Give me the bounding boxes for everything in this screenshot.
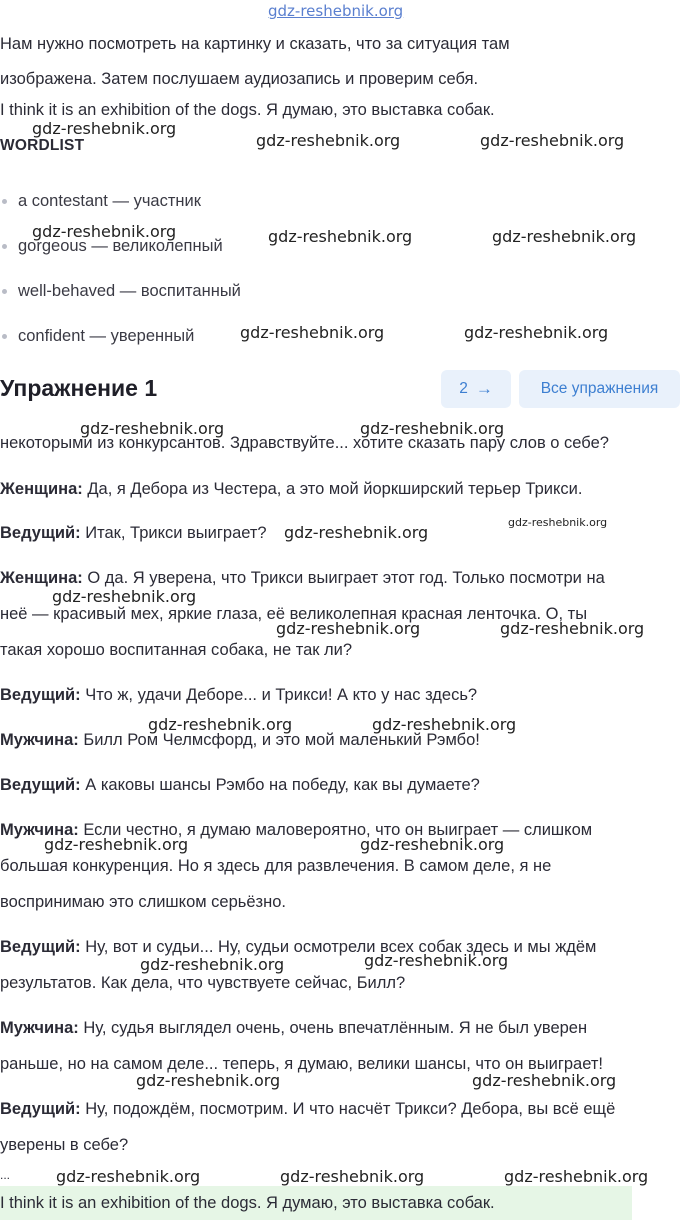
intro-line-3: I think it is an exhibition of the dogs. Я думаю, это выставка собак.	[0, 101, 495, 119]
bullet-icon	[2, 199, 7, 204]
watermark: gdz-reshebnik.org	[280, 1167, 425, 1186]
watermark: gdz-reshebnik.org	[148, 715, 293, 734]
speaker-label: Женщина:	[0, 480, 83, 498]
dialogue-line	[0, 776, 480, 794]
dialogue-line	[0, 569, 605, 587]
answer-highlight	[0, 1186, 632, 1220]
dialogue-text: А каковы шансы Рэмбо на победу, как вы думаете?	[80, 776, 480, 794]
speaker-label: Ведущий:	[0, 1100, 81, 1118]
all-exercises-label: Все упражнения	[540, 380, 659, 397]
watermark: gdz-reshebnik.org	[276, 619, 421, 638]
bullet-icon	[2, 334, 7, 339]
next-exercise-label: 2	[459, 380, 468, 397]
wordlist-item	[18, 282, 241, 301]
dialogue-line: уверены в себе?	[0, 1136, 129, 1154]
watermark: gdz-reshebnik.org	[80, 419, 225, 438]
dialogue-line: раньше, но на самом деле... теперь, я думаю, велики шансы, что он выиграет!	[0, 1055, 603, 1073]
dialogue-line: неё — красивый мех, яркие глаза, её великолепная красная ленточка. О, ты	[0, 605, 588, 623]
wordlist-item-text: well-behaved — воспитанный	[18, 282, 241, 300]
speaker-label: Ведущий:	[0, 686, 81, 704]
dialogue-text: Да, я Дебора из Честера, а это мой йоркширский терьер Трикси.	[82, 480, 583, 498]
wordlist-title: WORDLIST	[0, 137, 85, 154]
watermark: gdz-reshebnik.org	[492, 227, 637, 246]
watermark: gdz-reshebnik.org	[256, 131, 401, 150]
dialogue-text: Ну, судья выглядел очень, очень впечатлённым. Я не был уверен	[78, 1019, 588, 1037]
watermark: gdz-reshebnik.org	[508, 516, 608, 529]
speaker-label: Мужчина:	[0, 821, 79, 839]
speaker-label: Ведущий:	[0, 524, 81, 542]
watermark: gdz-reshebnik.org	[32, 222, 177, 241]
dialogue-text: Что ж, удачи Деборе... и Трикси! А кто у нас здесь?	[80, 686, 478, 704]
watermark: gdz-reshebnik.org	[240, 323, 385, 342]
watermark: gdz-reshebnik.org	[32, 119, 177, 138]
wordlist-item-text: gorgeous — великолепный	[18, 237, 223, 255]
dialogue-line	[0, 1019, 587, 1037]
dialogue-text: Билл Ром Челмсфорд, и это мой маленький Рэмбо!	[78, 731, 480, 749]
watermark: gdz-reshebnik.org	[480, 131, 625, 150]
dialogue-line: такая хорошо воспитанная собака, не так ли?	[0, 641, 353, 659]
watermark: gdz-reshebnik.org	[360, 835, 505, 854]
dialogue-line	[0, 524, 267, 542]
dialogue-text: Если честно, я думаю маловероятно, что он выиграет — слишком	[78, 821, 593, 839]
watermark: gdz-reshebnik.org	[500, 619, 645, 638]
watermark: gdz-reshebnik.org	[364, 951, 509, 970]
watermark: gdz-reshebnik.org	[464, 323, 609, 342]
answer-text: I think it is an exhibition of the dogs. Я думаю, это выставка собак.	[0, 1194, 495, 1212]
bullet-icon	[2, 289, 7, 294]
all-exercises-button[interactable]	[519, 370, 680, 408]
watermark: gdz-reshebnik.org	[504, 1167, 649, 1186]
dialogue-line: большая конкуренция. Но я здесь для развлечения. В самом деле, я не	[0, 857, 552, 875]
dialogue-line	[0, 480, 582, 498]
intro-line-2: изображена. Затем послушаем аудиозапись и проверим себя.	[0, 70, 479, 88]
wordlist-item-text: confident — уверенный	[18, 327, 195, 345]
watermark-link[interactable]: gdz-reshebnik.org	[268, 2, 404, 20]
watermark: gdz-reshebnik.org	[136, 1071, 281, 1090]
watermark: gdz-reshebnik.org	[140, 955, 285, 974]
dialogue-line	[0, 1100, 615, 1118]
wordlist-item	[18, 327, 194, 346]
next-exercise-button[interactable]	[441, 370, 511, 408]
dialogue-text: Ну, подождём, посмотрим. И что насчёт Трикси? Дебора, вы всё ещё	[80, 1100, 616, 1118]
watermark: gdz-reshebnik.org	[52, 587, 197, 606]
watermark: gdz-reshebnik.org	[44, 835, 189, 854]
speaker-label: Ведущий:	[0, 938, 81, 956]
dialogue-text: Итак, Трикси выиграет?	[80, 524, 267, 542]
dialogue-line	[0, 686, 477, 704]
dialogue-line: воспринимаю это слишком серьёзно.	[0, 893, 286, 911]
dialogue-text: О да. Я уверена, что Трикси выиграет этот год. Только посмотри на	[82, 569, 605, 587]
intro-line-1: Нам нужно посмотреть на картинку и сказать, что за ситуация там	[0, 35, 510, 53]
speaker-label: Ведущий:	[0, 776, 81, 794]
speaker-label: Мужчина:	[0, 731, 79, 749]
dialogue-text: Ну, вот и судьи... Ну, судьи осмотрели всех собак здесь и мы ждём	[80, 938, 597, 956]
dialogue-line: результатов. Как дела, что чувствуете сейчас, Билл?	[0, 974, 406, 992]
watermark: gdz-reshebnik.org	[268, 227, 413, 246]
dialogue-ellipsis: ...	[0, 1168, 11, 1182]
watermark: gdz-reshebnik.org	[56, 1167, 201, 1186]
dialogue-line: некоторыми из конкурсантов. Здравствуйте... хотите сказать пару слов о себе?	[0, 434, 609, 452]
watermark: gdz-reshebnik.org	[284, 523, 429, 542]
watermark: gdz-reshebnik.org	[472, 1071, 617, 1090]
wordlist-item	[18, 192, 201, 211]
arrow-right-icon: →	[475, 379, 493, 398]
watermark: gdz-reshebnik.org	[360, 419, 505, 438]
speaker-label: Женщина:	[0, 569, 83, 587]
wordlist-item-text: a contestant — участник	[18, 192, 201, 210]
exercise-title: Упражнение 1	[0, 375, 158, 401]
bullet-icon	[2, 244, 7, 249]
speaker-label: Мужчина:	[0, 1019, 79, 1037]
watermark: gdz-reshebnik.org	[372, 715, 517, 734]
